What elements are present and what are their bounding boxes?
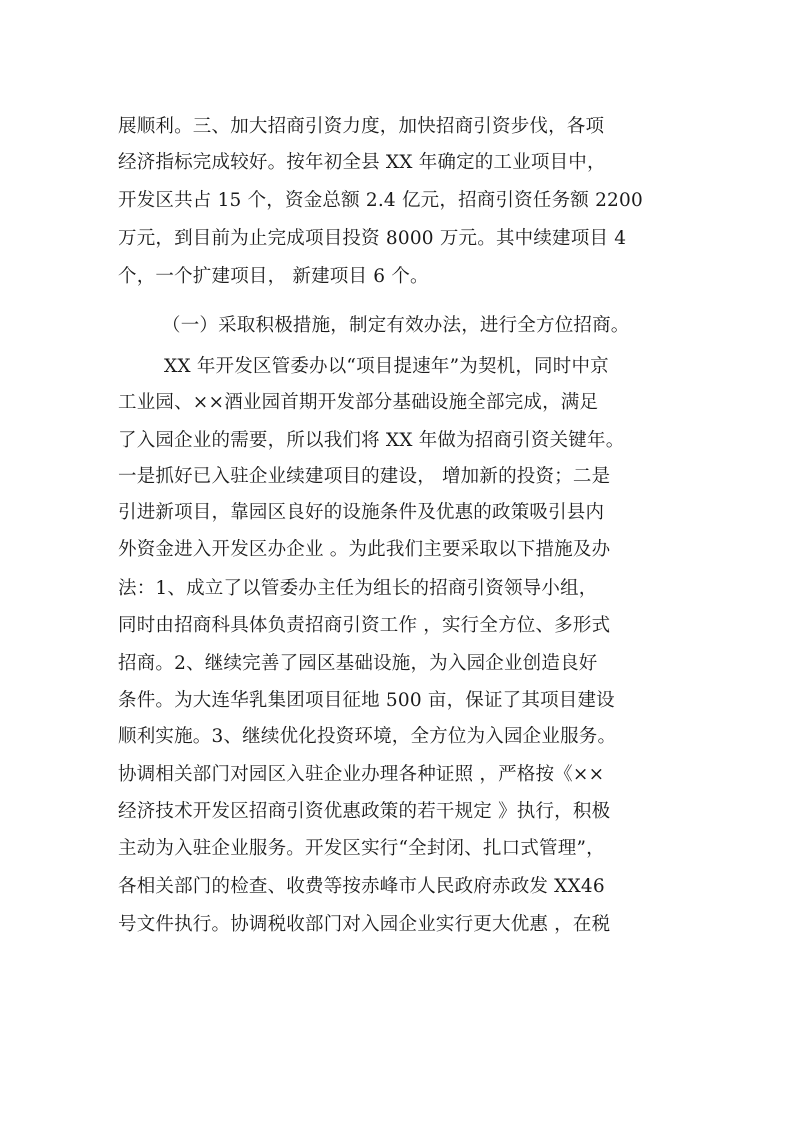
- text-line-11: 引进新项目，靠园区良好的设施条件及优惠的政策吸引县内: [118, 502, 605, 523]
- text-line-13: 法：1、成立了以管委办主任为组长的招商引资领导小组，: [118, 578, 598, 599]
- text-line-9: 了入园企业的需要，所以我们将 XX 年做为招商引资关键年。: [118, 430, 625, 451]
- text-line-18: 协调相关部门对园区入驻企业办理各种证照 ，严格按《××: [118, 764, 605, 785]
- text-line-7: XX 年开发区管委办以“项目提速年”为契机，同时中京: [164, 356, 609, 377]
- text-line-4: 万元，到目前为止完成项目投资 8000 万元。其中续建项目 4: [118, 228, 627, 249]
- text-line-5: 个，一个扩建项目， 新建项目 6 个。: [118, 266, 429, 287]
- text-line-15: 招商。2、继续完善了园区基础设施，为入园企业创造良好: [118, 653, 598, 674]
- text-line-3: 开发区共占 15 个，资金总额 2.4 亿元，招商引资任务额 2200: [118, 190, 643, 211]
- section-heading: （一）采取积极措施，制定有效办法，进行全方位招商。: [162, 315, 630, 336]
- text-line-1: 展顺利。三、加大招商引资力度，加快招商引资步伐，各项: [118, 116, 605, 137]
- text-line-20: 主动为入驻企业服务。开发区实行“全封闭、扎口式管理”，: [118, 838, 605, 859]
- text-line-17: 顺利实施。3、继续优化投资环境，全方位为入园企业服务。: [118, 726, 617, 747]
- text-line-8: 工业园、××酒业园首期开发部分基础设施全部完成，满足: [118, 392, 599, 413]
- text-line-14: 同时由招商科具体负责招商引资工作 ，实行全方位、多形式: [118, 615, 611, 636]
- text-line-22: 号文件执行。协调税收部门对入园企业实行更大优惠 ，在税: [118, 914, 611, 935]
- text-line-21: 各相关部门的检查、收费等按赤峰市人民政府赤政发 XX46: [118, 876, 605, 897]
- text-line-19: 经济技术开发区招商引资优惠政策的若干规定 》执行，积极: [118, 801, 611, 822]
- text-line-16: 条件。为大连华乳集团项目征地 500 亩，保证了其项目建设: [118, 690, 615, 711]
- text-line-2: 经济指标完成较好。按年初全县 XX 年确定的工业项目中，: [118, 152, 606, 173]
- text-line-12: 外资金进入开发区办企业 。为此我们主要采取以下措施及办: [118, 539, 611, 560]
- text-line-10: 一是抓好已入驻企业续建项目的建设， 增加新的投资；二是: [118, 466, 611, 487]
